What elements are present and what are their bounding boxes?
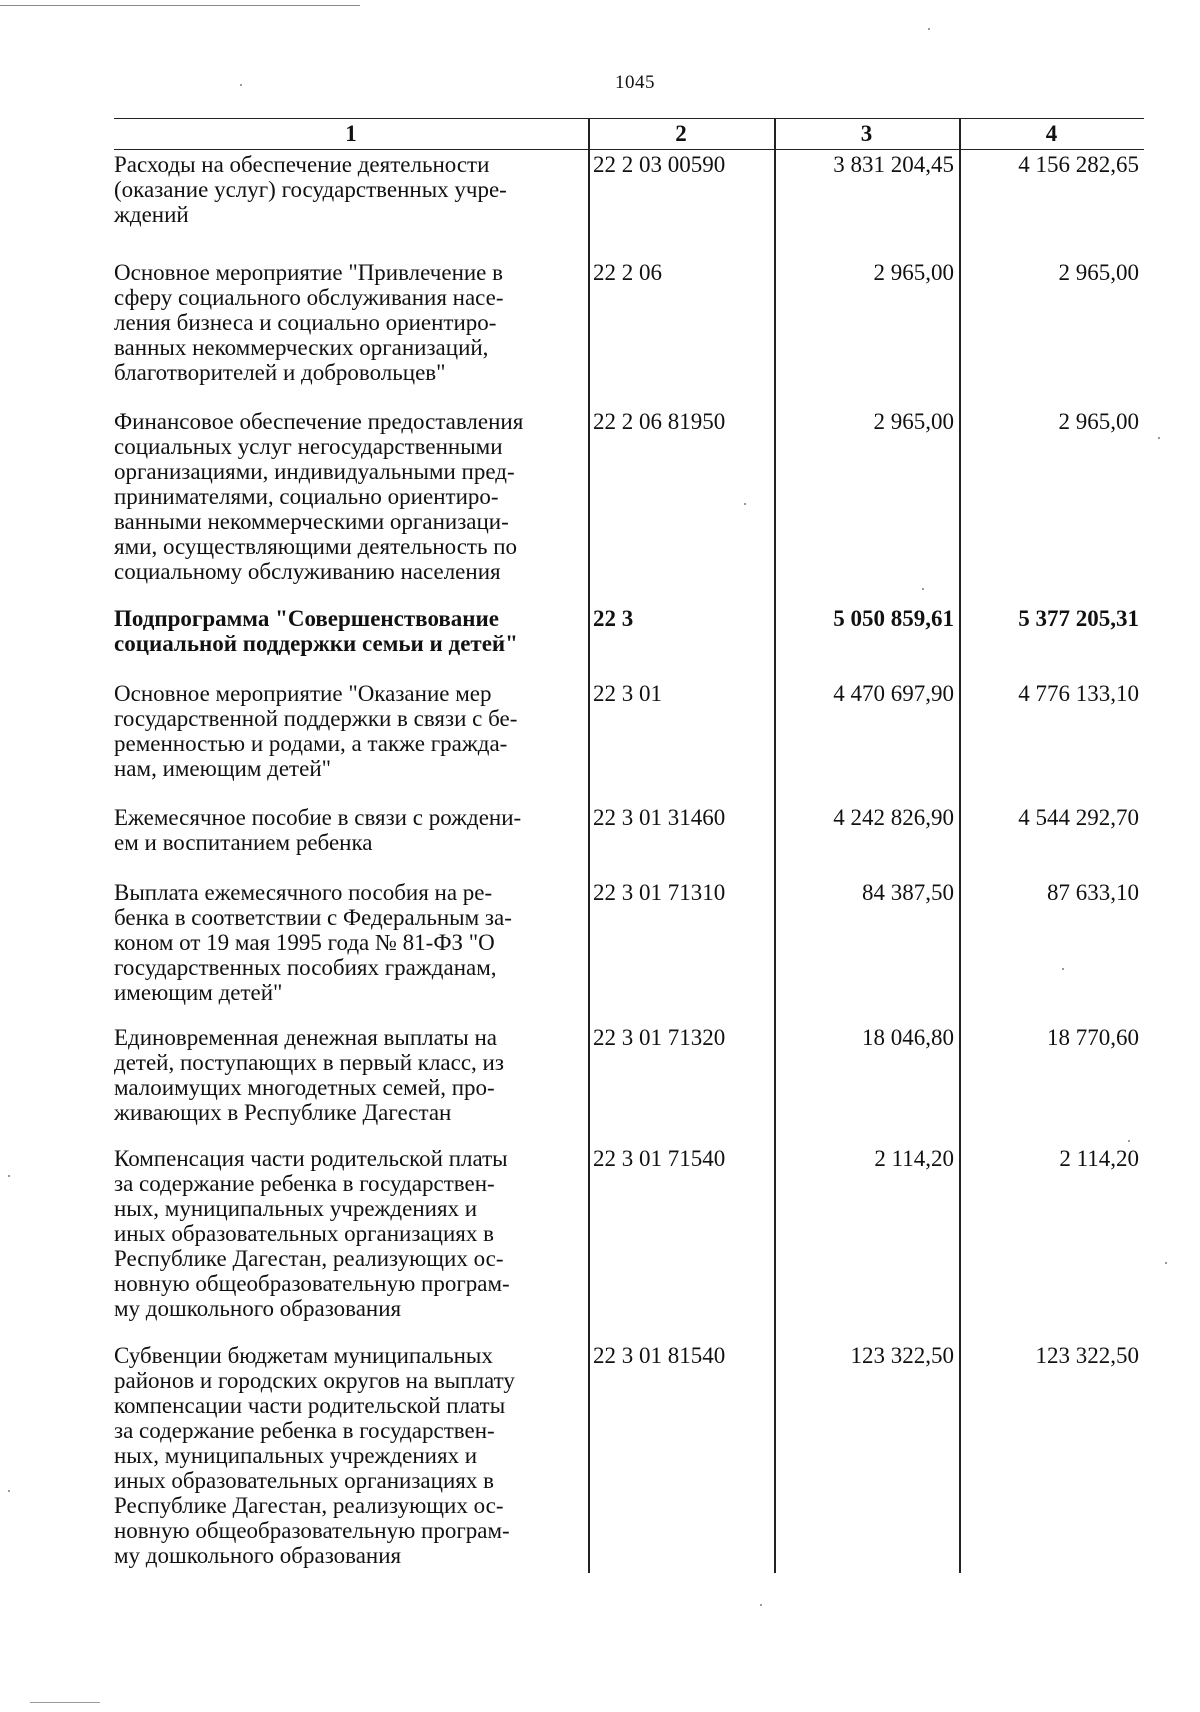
row-value-col4: 4 544 292,70	[1018, 805, 1139, 830]
row-value-col4: 5 377 205,31	[1018, 606, 1139, 631]
row-code: 22 2 06	[593, 260, 662, 285]
row-name: Выплата ежемесячного пособия на ре- бенка в соответствии с Федеральным за- коном от 19 мая 1995 года № 81-ФЗ "О государственных пособиях гражданам, имеющим детей"	[114, 880, 512, 1005]
row-value-col4: 4 156 282,65	[1018, 152, 1139, 177]
row-value-col3: 18 046,80	[862, 1025, 954, 1050]
row-value-col3: 2 965,00	[873, 260, 954, 285]
row-value-col4: 87 633,10	[1047, 880, 1139, 905]
row-name: Подпрограмма "Совершенствование социальной поддержки семьи и детей"	[114, 606, 518, 656]
row-value-col4: 4 776 133,10	[1018, 681, 1139, 706]
page-number: 1045	[615, 72, 655, 93]
row-value-col3: 2 114,20	[874, 1146, 954, 1171]
row-code: 22 3 01 71320	[593, 1025, 726, 1050]
row-code: 22 3 01 81540	[593, 1343, 726, 1368]
scan-edge-bottom	[30, 1702, 100, 1703]
row-name: Основное мероприятие "Привлечение в сферу социального обслуживания насе- ления бизнеса и социально ориентиро- ванных некоммерческих организаций, благотворителей и добровольцев"	[114, 260, 504, 385]
scan-speck	[240, 84, 242, 86]
row-value-col3: 2 965,00	[873, 409, 954, 434]
scan-speck	[928, 28, 930, 30]
row-code: 22 2 06 81950	[593, 409, 726, 434]
row-name: Основное мероприятие "Оказание мер государственной поддержки в связи с бе- ременностью и родами, а также гражда- нам, имеющим детей"	[114, 681, 518, 781]
row-code: 22 3 01 31460	[593, 805, 726, 830]
scan-edge-top	[0, 5, 360, 6]
row-value-col3: 4 470 697,90	[833, 681, 954, 706]
column-divider	[588, 118, 590, 1573]
row-value-col3: 3 831 204,45	[833, 152, 954, 177]
row-code: 22 3 01 71310	[593, 880, 726, 905]
column-header-1: 1	[345, 121, 357, 146]
row-value-col3: 5 050 859,61	[833, 606, 954, 631]
row-value-col3: 123 322,50	[850, 1343, 954, 1368]
table-header-row	[114, 118, 1144, 150]
scan-speck	[1128, 1140, 1130, 1142]
row-code: 22 3	[593, 606, 634, 631]
column-header-2: 2	[675, 121, 687, 146]
row-value-col4: 2 114,20	[1059, 1146, 1139, 1171]
scan-speck	[8, 1175, 10, 1177]
row-value-col4: 18 770,60	[1047, 1025, 1139, 1050]
scan-speck	[744, 503, 746, 505]
row-value-col4: 2 965,00	[1058, 409, 1139, 434]
scan-speck	[760, 1604, 762, 1606]
row-name: Финансовое обеспечение предоставления социальных услуг негосударственными организациями, индивидуальными пред- принимателями, социально ориентиро- ванными некоммерческими организаци- ями, осуществляющими деятельность по социальному обслуживанию населения	[114, 409, 524, 584]
scan-speck	[1062, 968, 1064, 970]
column-header-3: 3	[860, 121, 873, 146]
row-value-col4: 2 965,00	[1058, 260, 1139, 285]
scan-speck	[922, 588, 924, 590]
row-code: 22 3 01 71540	[593, 1146, 726, 1171]
scan-speck	[1165, 1262, 1167, 1264]
row-name: Единовременная денежная выплаты на детей, поступающих в первый класс, из малоимущих многодетных семей, про- живающих в Республике Дагестан	[114, 1025, 504, 1125]
row-value-col3: 84 387,50	[862, 880, 954, 905]
row-name: Расходы на обеспечение деятельности (оказание услуг) государственных учре- ждений	[114, 152, 507, 227]
row-name: Субвенции бюджетам муниципальных районов и городских округов на выплату компенсации части родительской платы за содержание ребенка в государствен- ных, муниципальных учреждениях и иных образовательных организациях в Республике Дагестан, реализующих ос- новную общеобразовательную програм- му дошкольного образования	[114, 1343, 515, 1568]
row-value-col3: 4 242 826,90	[833, 805, 954, 830]
row-name: Ежемесячное пособие в связи с рождени- ем и воспитанием ребенка	[114, 805, 522, 855]
row-name: Компенсация части родительской платы за содержание ребенка в государствен- ных, муниципальных учреждениях и иных образовательных организациях в Республике Дагестан, реализующих ос- новную общеобразовательную програм- му дошкольного образования	[114, 1146, 510, 1321]
row-code: 22 3 01	[593, 681, 662, 706]
row-code: 22 2 03 00590	[593, 152, 726, 177]
row-value-col4: 123 322,50	[1035, 1343, 1139, 1368]
column-header-4: 4	[1045, 121, 1058, 146]
budget-table	[114, 118, 1144, 1573]
scan-speck	[1158, 437, 1160, 439]
scan-speck	[8, 1490, 10, 1492]
